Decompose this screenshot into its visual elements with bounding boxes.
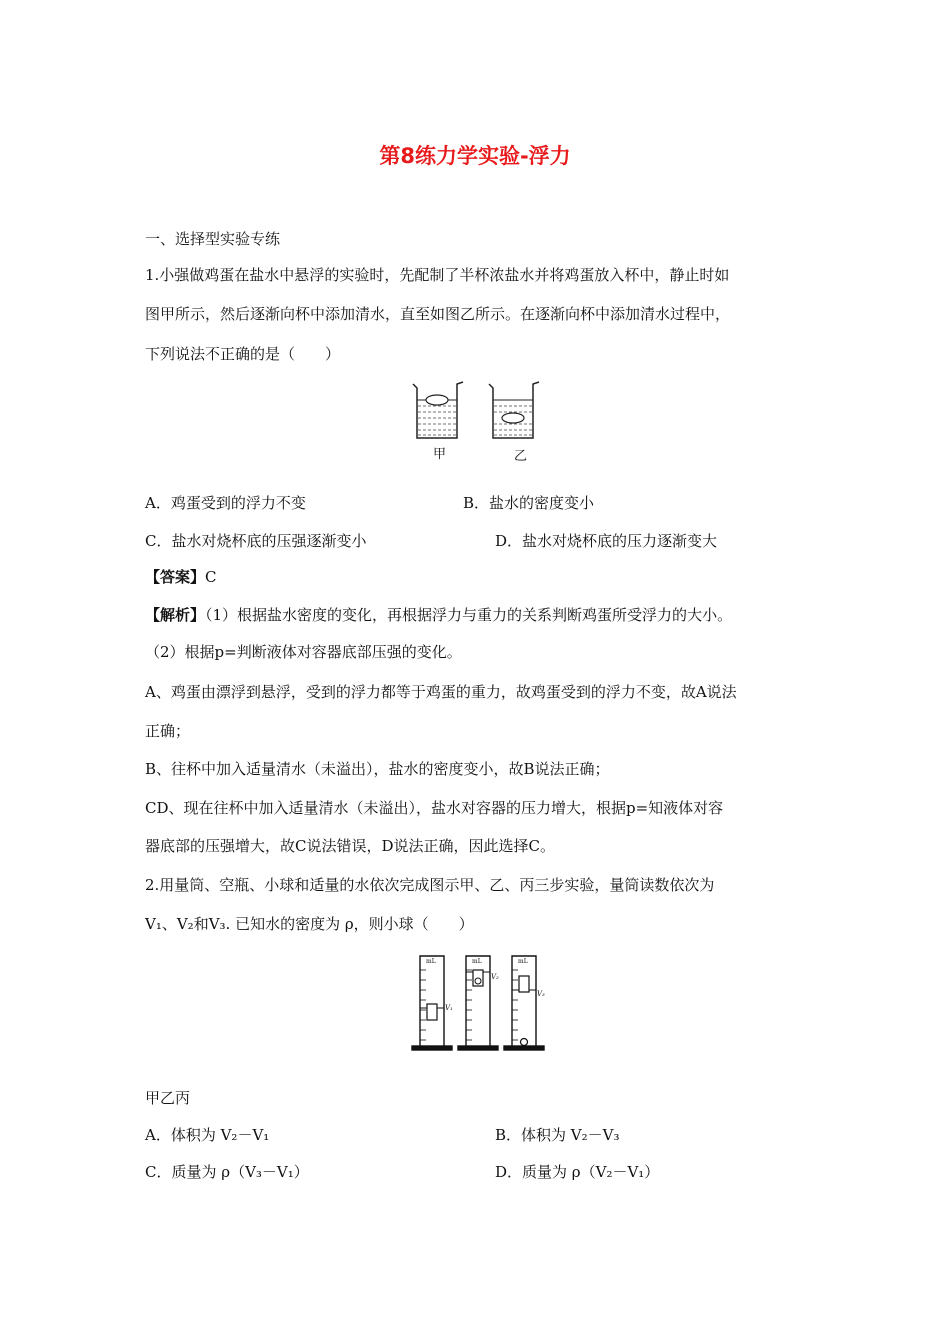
q1-line-3: 下列说法不正确的是（ ） (145, 345, 341, 363)
q1-analysis-5: B、往杯中加入适量清水（未溢出），盐水的密度变小，故B说法正确； (145, 760, 610, 778)
q2-option-a: A．体积为 V₂－V₁ (145, 1126, 270, 1144)
q2-fig-caption: 甲乙丙 (145, 1089, 191, 1107)
beaker-b (489, 382, 539, 438)
page-title: 第8练力学实验-浮力 (379, 144, 571, 168)
q1-analysis-1 (145, 605, 732, 625)
bottle-3 (519, 976, 529, 992)
analysis-tag: 【解析】 (145, 606, 206, 624)
q1-analysis-2: （2）根据p=判断液体对容器底部压强的变化。 (145, 643, 462, 661)
q1-option-a: A．鸡蛋受到的浮力不变 (145, 494, 306, 512)
bottle-1 (427, 1004, 437, 1020)
cylinder-figure (408, 950, 548, 1052)
q1-option-d: D．盐水对烧杯底的压力逐渐变大 (495, 532, 718, 550)
q2-line-2: V₁、V₂和V₃. 已知水的密度为 ρ，则小球（ ） (145, 915, 474, 933)
cylinder-2-unit: mL (472, 958, 482, 965)
q2-option-d: D．质量为 ρ（V₂－V₁） (495, 1163, 660, 1181)
fig-label-jia: 甲 (433, 447, 447, 462)
answer-tag: 【答案】 (145, 568, 206, 586)
answer-value: C (205, 568, 217, 586)
section-heading: 一、选择型实验专练 (145, 230, 281, 248)
beaker-a (413, 382, 463, 438)
q1-analysis-4: 正确； (145, 722, 191, 740)
q1-line-1: 1.小强做鸡蛋在盐水中悬浮的实验时，先配制了半杯浓盐水并将鸡蛋放入杯中，静止时如 (145, 266, 730, 284)
egg-a (426, 395, 448, 405)
q1-line-2: 图甲所示，然后逐渐向杯中添加清水，直至如图乙所示。在逐渐向杯中添加清水过程中， (145, 305, 731, 323)
cylinder-1-reading: V₁ (445, 1004, 453, 1012)
beaker-figure (405, 378, 555, 468)
q2-line-1: 2.用量筒、空瓶、小球和适量的水依次完成图示甲、乙、丙三步实验，量筒读数依次为 (145, 876, 715, 894)
analysis-text-1: （1）根据盐水密度的变化，再根据浮力与重力的关系判断鸡蛋所受浮力的大小。 (205, 606, 733, 624)
q2-option-c: C．质量为 ρ（V₃－V₁） (145, 1163, 309, 1181)
egg-b (502, 413, 524, 423)
cylinder-3-unit: mL (518, 958, 528, 965)
q1-analysis-3: A、鸡蛋由漂浮到悬浮，受到的浮力都等于鸡蛋的重力，故鸡蛋受到的浮力不变，故A说法 (145, 683, 737, 701)
cylinder-1-unit: mL (426, 958, 436, 965)
ball-at-bottom (521, 1039, 528, 1046)
q1-option-c: C．盐水对烧杯底的压强逐渐变小 (145, 532, 367, 550)
q1-answer (145, 567, 217, 587)
cylinder-2-reading: V₂ (491, 973, 499, 981)
q2-option-b: B．体积为 V₂－V₃ (495, 1126, 620, 1144)
q1-option-b: B．盐水的密度变小 (463, 494, 595, 512)
q1-analysis-7: 器底部的压强增大，故C说法错误，D说法正确，因此选择C。 (145, 837, 555, 855)
fig-label-yi: 乙 (514, 449, 528, 464)
q1-analysis-6: CD、现在往杯中加入适量清水（未溢出），盐水对容器的压力增大，根据p=知液体对容 (145, 799, 724, 817)
cylinder-3-reading: V₃ (537, 990, 545, 998)
